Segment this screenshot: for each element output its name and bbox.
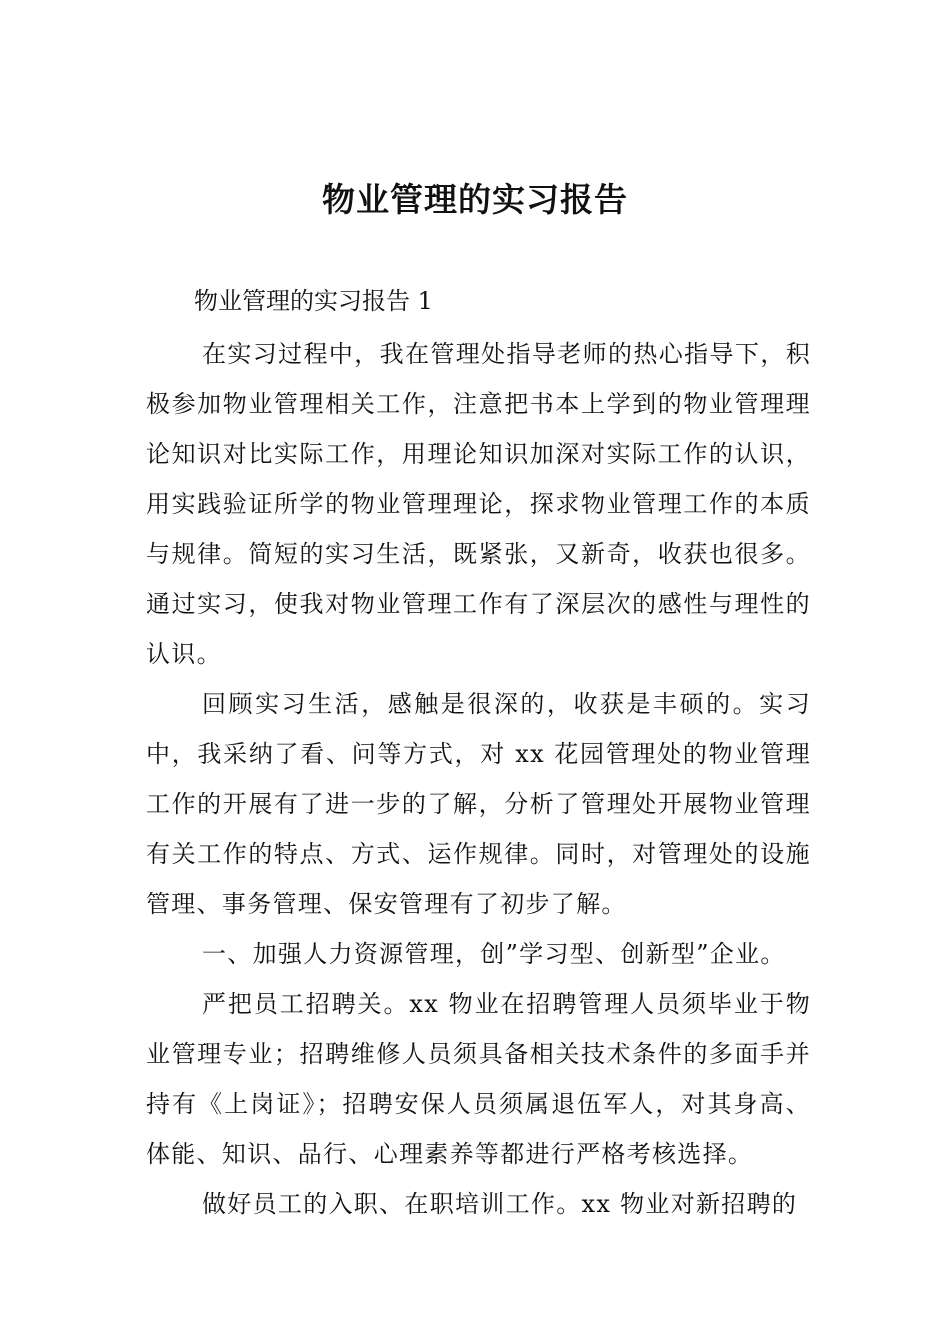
paragraph: 一、加强人力资源管理，创”学习型、创新型”企业。 <box>202 940 786 968</box>
document-body <box>146 329 811 1229</box>
paragraph: 回顾实习生活，感触是很深的，收获是丰硕的。实习中，我采纳了看、问等方式，对 xx 花园管理处的物业管理工作的开展有了进一步的了解，分析了管理处开展物业管理有关工作的特点、方式、运作规律。同时，对管理处的设施管理、事务管理、保安管理有了初步了解。 <box>146 690 811 918</box>
paragraph: 做好员工的入职、在职培训工作。xx 物业对新招聘的 <box>202 1190 798 1218</box>
section-heading: 物业管理的实习报告 1 <box>194 287 433 315</box>
paragraph: 严把员工招聘关。xx 物业在招聘管理人员须毕业于物业管理专业；招聘维修人员须具备相关技术条件的多面手并持有《上岗证》；招聘安保人员须属退伍军人，对其身高、体能、知识、品行、心理素养等都进行严格考核选择。 <box>146 990 811 1168</box>
paragraph: 在实习过程中，我在管理处指导老师的热心指导下，积极参加物业管理相关工作，注意把书本上学到的物业管理理论知识对比实际工作，用理论知识加深对实际工作的认识，用实践验证所学的物业管理理论，探求物业管理工作的本质与规律。简短的实习生活，既紧张，又新奇，收获也很多。通过实习，使我对物业管理工作有了深层次的感性与理性的认识。 <box>146 340 811 668</box>
document-title: 物业管理的实习报告 <box>322 180 628 219</box>
